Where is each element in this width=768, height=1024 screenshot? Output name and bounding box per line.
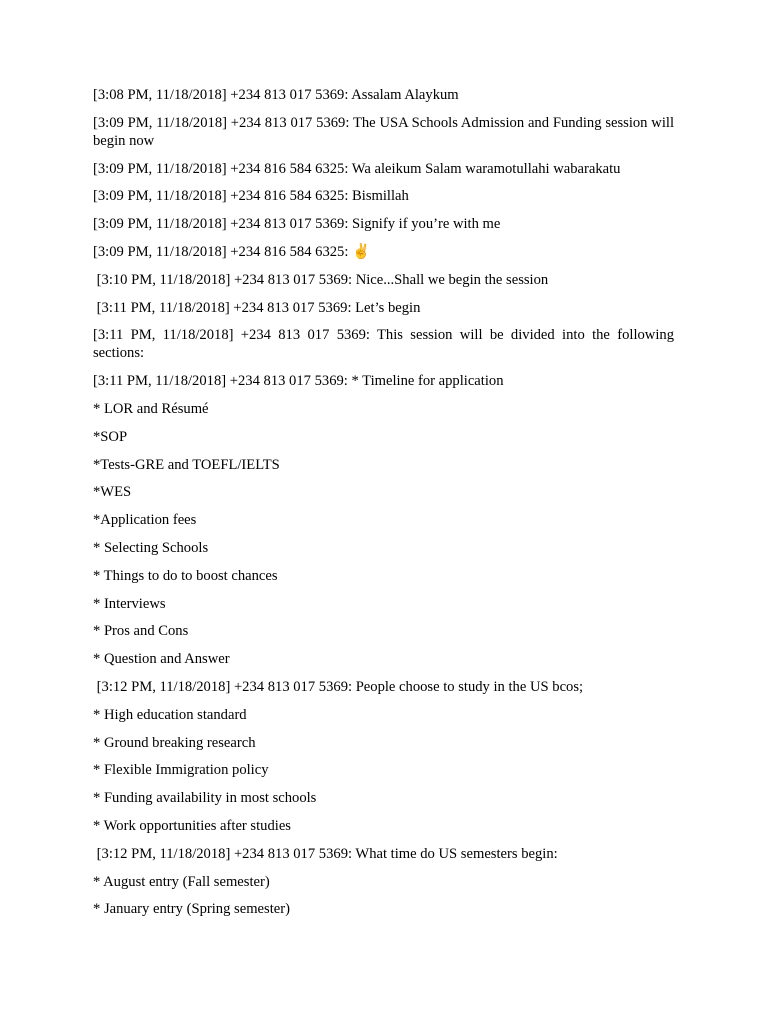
transcript-line: [3:12 PM, 11/18/2018] +234 813 017 5369: What time do US semesters begin:	[93, 845, 558, 862]
section-list-item: * Question and Answer	[93, 651, 230, 668]
transcript-line: [3:09 PM, 11/18/2018] +234 813 017 5369: The USA Schools Admission and Funding session will begin now	[93, 114, 678, 149]
semester-list-item: * January entry (Spring semester)	[93, 901, 290, 918]
transcript-line: [3:09 PM, 11/18/2018] +234 813 017 5369: Signify if you’re with me	[93, 216, 501, 233]
transcript-line: [3:10 PM, 11/18/2018] +234 813 017 5369: Nice...Shall we begin the session	[93, 271, 549, 288]
section-list-item: * LOR and Résumé	[93, 400, 209, 417]
transcript-line: [3:09 PM, 11/18/2018] +234 816 584 6325: Bismillah	[93, 188, 409, 205]
semester-list-item: * August entry (Fall semester)	[93, 873, 270, 890]
reason-list-item: * High education standard	[93, 706, 247, 723]
section-list-item: * Pros and Cons	[93, 623, 189, 640]
section-list-item: *Tests-GRE and TOEFL/IELTS	[93, 456, 280, 473]
section-list-item: * Interviews	[93, 595, 166, 612]
reason-list-item: * Funding availability in most schools	[93, 790, 317, 807]
transcript-line: [3:09 PM, 11/18/2018] +234 816 584 6325: ✌	[93, 243, 371, 260]
section-list-item: *Application fees	[93, 512, 197, 529]
transcript-line: [3:11 PM, 11/18/2018] +234 813 017 5369: * Timeline for application	[93, 373, 504, 390]
transcript-line: [3:11 PM, 11/18/2018] +234 813 017 5369: Let’s begin	[93, 299, 421, 316]
reason-list-item: * Work opportunities after studies	[93, 817, 291, 834]
section-list-item: *WES	[93, 484, 132, 501]
chat-transcript	[93, 86, 678, 928]
section-list-item: * Selecting Schools	[93, 539, 209, 556]
section-list-item: * Things to do to boost chances	[93, 567, 278, 584]
section-list-item: *SOP	[93, 428, 128, 445]
reason-list-item: * Flexible Immigration policy	[93, 762, 269, 779]
transcript-line: [3:12 PM, 11/18/2018] +234 813 017 5369: People choose to study in the US bcos;	[93, 678, 584, 695]
reason-list-item: * Ground breaking research	[93, 734, 256, 751]
transcript-line: [3:08 PM, 11/18/2018] +234 813 017 5369: Assalam Alaykum	[93, 87, 459, 103]
transcript-line: [3:09 PM, 11/18/2018] +234 816 584 6325: Wa aleikum Salam waramotullahi wabarakatu	[93, 160, 621, 177]
transcript-line: [3:11 PM, 11/18/2018] +234 813 017 5369: This session will be divided into the following sections:	[93, 327, 678, 362]
